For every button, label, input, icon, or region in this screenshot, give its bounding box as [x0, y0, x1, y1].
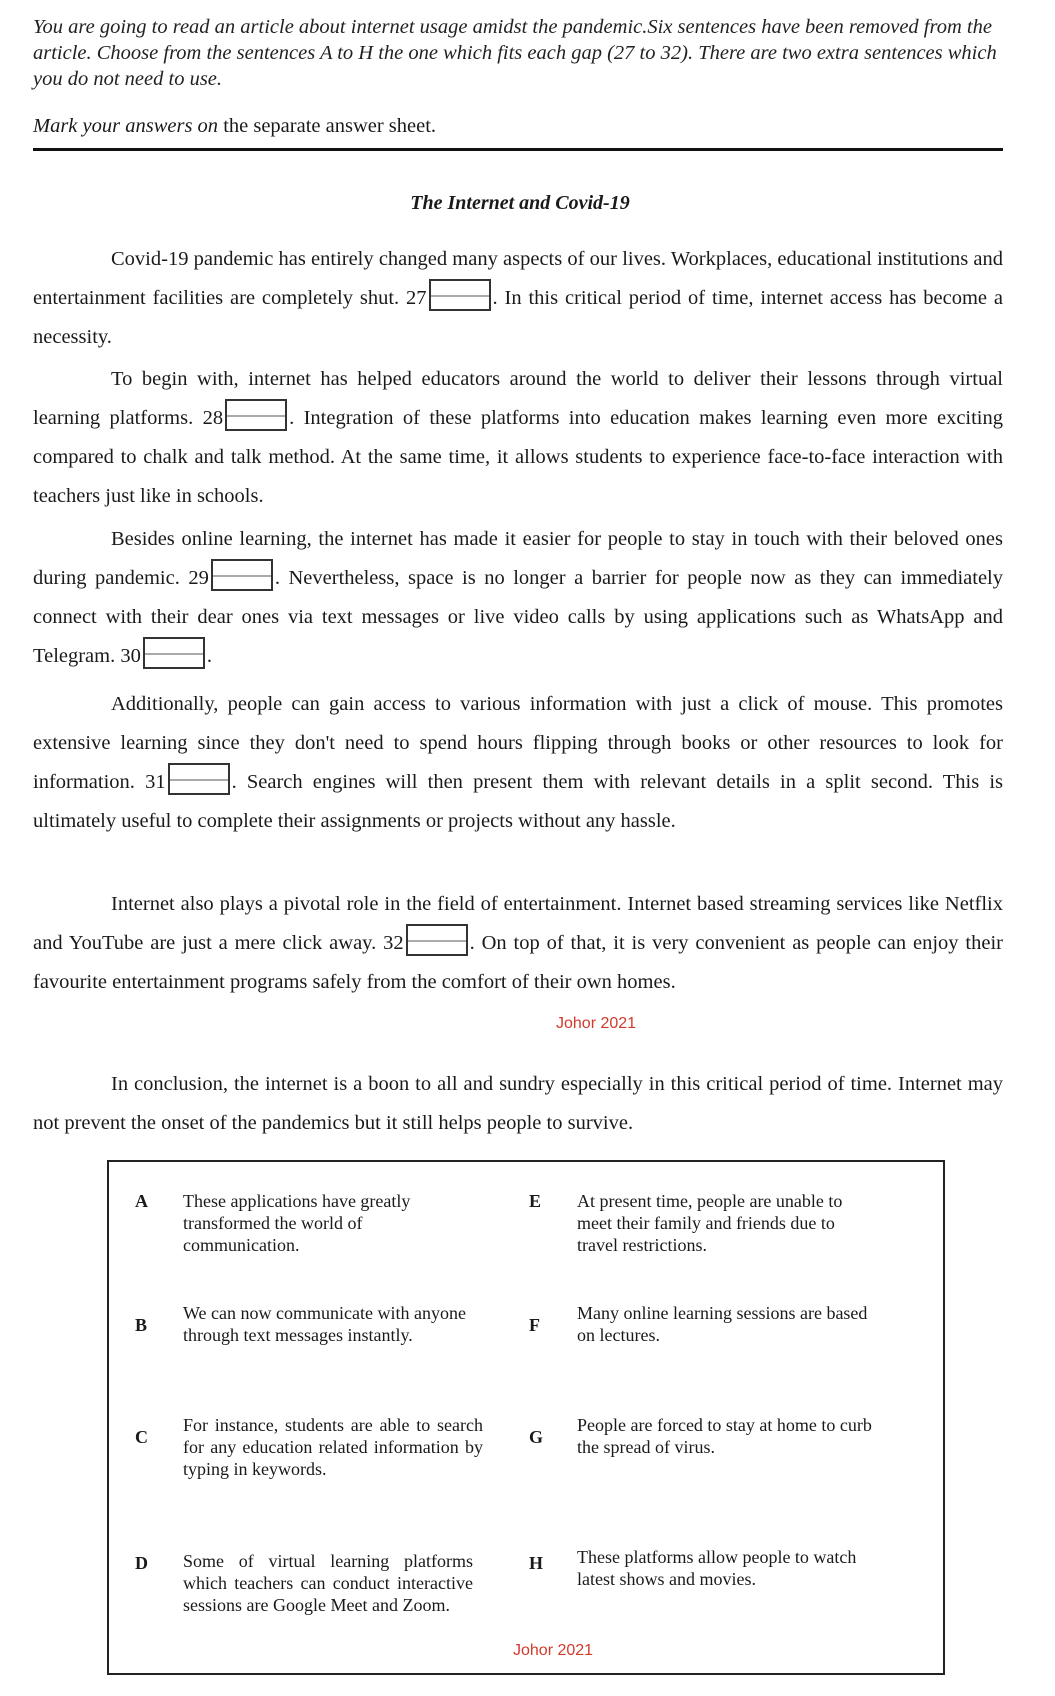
- paragraph-1: [33, 240, 1003, 357]
- option-text: At present time, people are unable to meet their family and friends due to travel restrictions.: [577, 1191, 843, 1255]
- option-letter: A: [135, 1191, 148, 1211]
- gap-27-box[interactable]: [429, 279, 491, 311]
- option-text: Some of virtual learning platforms which teachers can conduct interactive sessions are Google Meet and Zoom.: [183, 1551, 473, 1615]
- gap-29-number: 29: [188, 567, 209, 589]
- option-letter: D: [135, 1553, 148, 1573]
- instructions: [33, 14, 1008, 92]
- option-text: We can now communicate with anyone through text messages instantly.: [183, 1303, 466, 1345]
- p5-text-a: Internet also plays a pivotal role in the field of entertainment. Internet based streaming services like Netflix and YouTube are just a mere click away.: [33, 893, 1003, 954]
- paragraph-4: [33, 685, 1003, 841]
- gap-28-number: 28: [202, 407, 224, 429]
- p4-text-a: Additionally, people can gain access to various information with just a click of mouse. This promotes extensive learning since they don't need to spend hours flipping through books or other resources to look for information.: [33, 693, 1003, 793]
- instructions-text: You are going to read an article about internet usage amidst the pandemic.Six sentences have been removed from the article. Choose from the sentences A to H the one which fits each gap (27 to 32). There are two extra sentences which you do not need to use.: [33, 16, 997, 90]
- mark-answers-prefix: Mark your answers on: [33, 115, 219, 137]
- option-letter: H: [529, 1553, 544, 1573]
- paragraph-6: [33, 1065, 1003, 1143]
- option-letter: B: [135, 1315, 148, 1335]
- mark-answers-suffix: the separate answer sheet.: [223, 115, 437, 137]
- paragraph-3: [33, 520, 1003, 676]
- option-letter: F: [529, 1315, 540, 1335]
- option-text: People are forced to stay at home to curb the spread of virus.: [577, 1415, 872, 1457]
- gap-32-number: 32: [383, 932, 404, 954]
- gap-29-box[interactable]: [211, 559, 273, 591]
- option-text: These platforms allow people to watch latest shows and movies.: [577, 1547, 857, 1589]
- option-letter: C: [135, 1427, 148, 1447]
- divider: [33, 148, 1003, 151]
- paragraph-5: [33, 885, 1003, 1002]
- option-letter: E: [529, 1191, 542, 1211]
- option-text: Many online learning sessions are based on lectures.: [577, 1303, 868, 1345]
- gap-28-box[interactable]: [225, 399, 287, 431]
- watermark-article: Johor 2021: [556, 1015, 637, 1032]
- p1-text-b: . In this critical period of time, internet access has become a necessity.: [33, 287, 1003, 348]
- p3-text-b: . Nevertheless, space is no longer a barrier for people now as they can immediately connect with their dear ones via text messages or live video calls by using applications such as WhatsApp and Telegram.: [33, 567, 1003, 667]
- option-letter: G: [529, 1427, 544, 1447]
- option-text: These applications have greatly transformed the world of communication.: [183, 1191, 411, 1255]
- gap-31-number: 31: [145, 771, 166, 793]
- gap-30-number: 30: [120, 645, 141, 667]
- gap-32-box[interactable]: [406, 924, 468, 956]
- p2-text-a: To begin with, internet has helped educators around the world to deliver their lessons through virtual learning platforms.: [33, 368, 1003, 429]
- p6-text: In conclusion, the internet is a boon to all and sundry especially in this critical period of time. Internet may not prevent the onset of the pandemics but it still helps people to survive.: [33, 1073, 1003, 1134]
- p4-text-b: . Search engines will then present them with relevant details in a split second. This is ultimately useful to complete their assignments or projects without any hassle.: [33, 771, 1004, 832]
- mark-answers-line: [33, 113, 1008, 139]
- p5-text-b: . On top of that, it is very convenient as people can enjoy their favourite entertainment programs safely from the comfort of their own homes.: [33, 932, 1003, 993]
- p3-text-a: Besides online learning, the internet has made it easier for people to stay in touch with their beloved ones during pandemic.: [33, 528, 1003, 589]
- gap-27-number: 27: [406, 287, 427, 309]
- p1-text-a: Covid-19 pandemic has entirely changed many aspects of our lives. Workplaces, educational institutions and entertainment facilities are completely shut.: [33, 248, 1003, 309]
- options-box: [107, 1160, 945, 1675]
- gap-31-box[interactable]: [168, 763, 230, 795]
- watermark-options: Johor 2021: [513, 1642, 594, 1659]
- option-text: For instance, students are able to search for any education related information by typing in keywords.: [183, 1415, 483, 1479]
- p2-text-b: . Integration of these platforms into education makes learning even more exciting compared to chalk and talk method. At the same time, it allows students to experience face-to-face interaction with teachers just like in schools.: [33, 407, 1004, 507]
- p3-text-c: .: [206, 645, 212, 667]
- paragraph-2: [33, 360, 1003, 516]
- article-title: The Internet and Covid-19: [410, 192, 630, 214]
- gap-30-box[interactable]: [143, 637, 205, 669]
